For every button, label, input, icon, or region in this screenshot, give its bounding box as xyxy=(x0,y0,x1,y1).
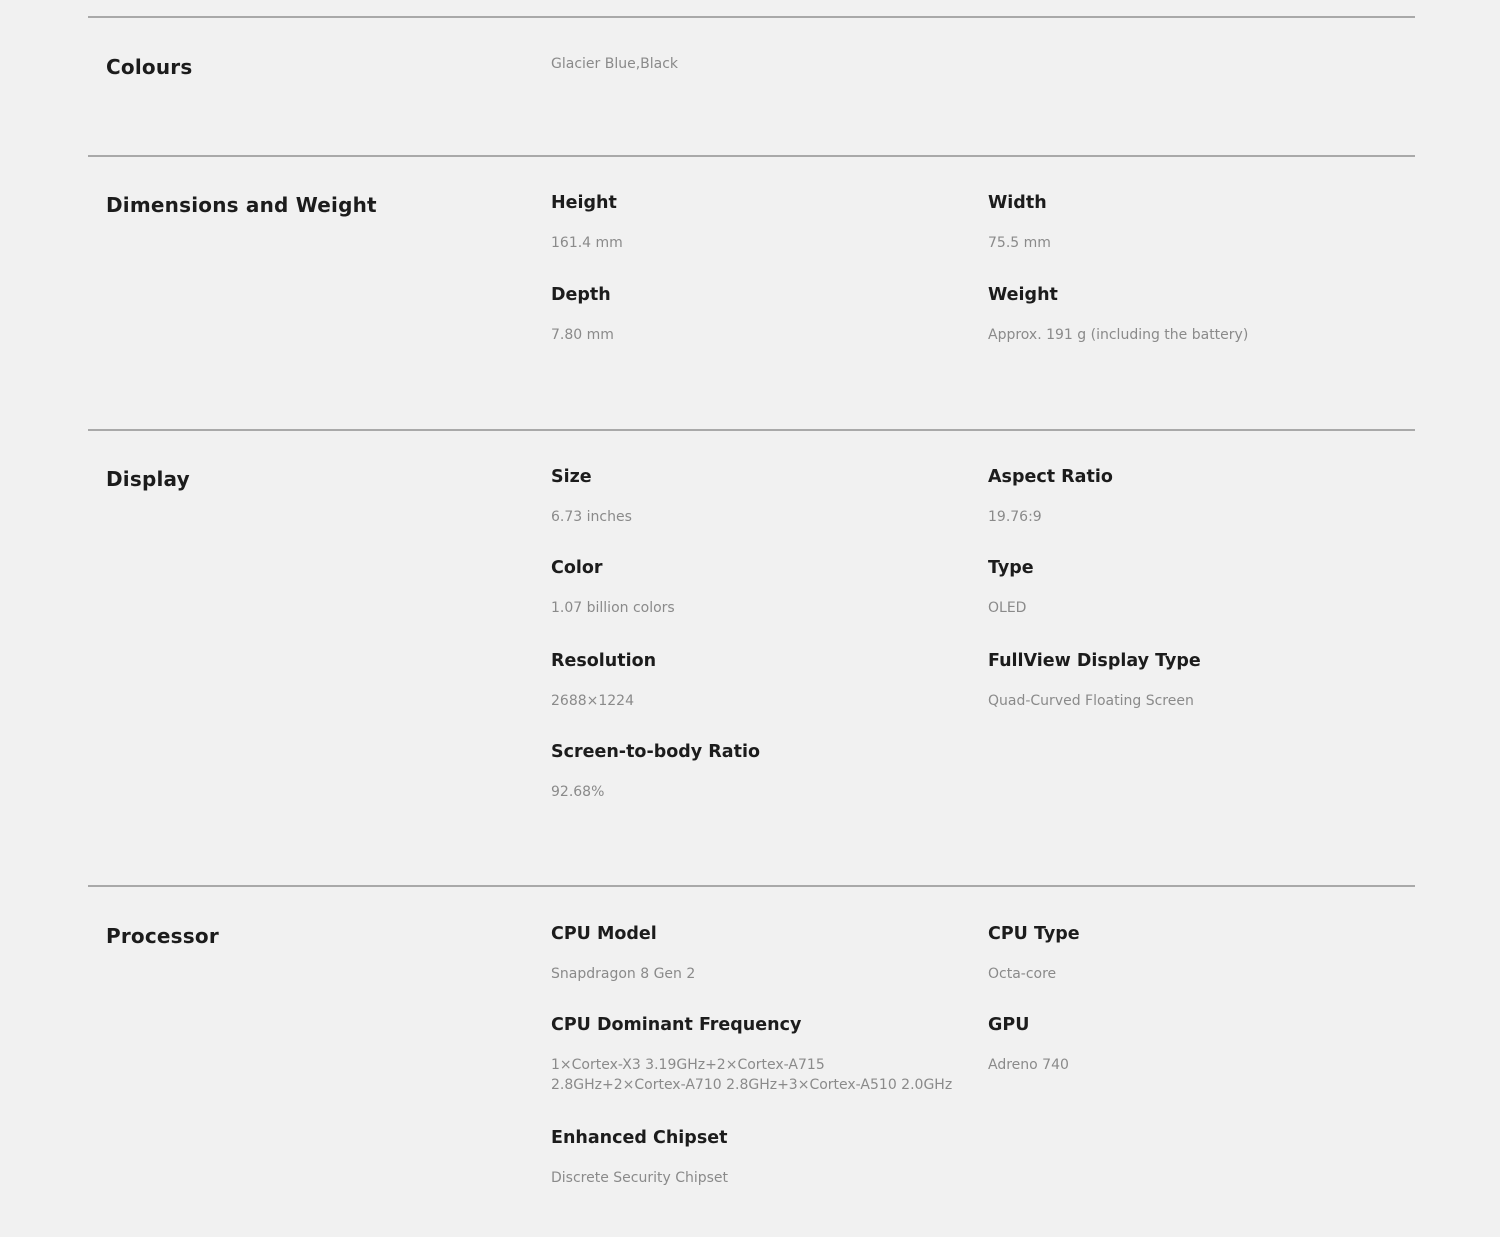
section-title: Display xyxy=(106,467,190,491)
spec-label: Weight xyxy=(988,285,1058,305)
spec-value: 92.68% xyxy=(551,784,605,800)
spec-value: 6.73 inches xyxy=(551,509,632,525)
spec-label: Resolution xyxy=(551,651,657,671)
spec-value: Quad-Curved Floating Screen xyxy=(988,693,1194,709)
spec-item-depth xyxy=(551,284,951,345)
spec-value: Snapdragon 8 Gen 2 xyxy=(551,966,696,982)
spec-item-height xyxy=(551,192,951,253)
section-colours xyxy=(88,16,1415,155)
spec-value: 1×Cortex-X3 3.19GHz+2×Cortex-A715 2.8GHz+2×Cortex-A710 2.8GHz+3×Cortex-A510 2.0GHz xyxy=(551,1057,953,1093)
section-title: Processor xyxy=(106,924,219,948)
spec-label: GPU xyxy=(988,1015,1030,1035)
spec-value: 1.07 billion colors xyxy=(551,600,675,616)
spec-value: Discrete Security Chipset xyxy=(551,1170,729,1186)
spec-value: 161.4 mm xyxy=(551,235,623,251)
spec-value: Octa-core xyxy=(988,966,1057,982)
spec-item-color xyxy=(551,557,951,618)
spec-label: Color xyxy=(551,558,603,578)
spec-value: 75.5 mm xyxy=(988,235,1051,251)
spec-list xyxy=(88,0,1415,1237)
section-dimensions-weight xyxy=(88,155,1415,429)
spec-item-cpu-type xyxy=(988,923,1388,984)
spec-item-screen-to-body-ratio xyxy=(551,741,951,802)
spec-label: Screen-to-body Ratio xyxy=(551,742,760,762)
section-display xyxy=(88,429,1415,885)
section-processor xyxy=(88,885,1415,1237)
spec-item-aspect-ratio xyxy=(988,466,1388,527)
spec-label: Size xyxy=(551,467,592,487)
spec-label: Enhanced Chipset xyxy=(551,1128,728,1148)
spec-value: OLED xyxy=(988,600,1027,616)
section-title: Colours xyxy=(106,55,193,79)
spec-label: FullView Display Type xyxy=(988,651,1201,671)
spec-value: 2688×1224 xyxy=(551,693,634,709)
spec-item-type xyxy=(988,557,1388,618)
spec-item-width xyxy=(988,192,1388,253)
spec-item-cpu-model xyxy=(551,923,951,984)
spec-value: 7.80 mm xyxy=(551,327,614,343)
spec-label: Width xyxy=(988,193,1047,213)
spec-label: CPU Type xyxy=(988,924,1080,944)
spec-item-resolution xyxy=(551,650,951,711)
spec-value: 19.76:9 xyxy=(988,509,1042,525)
spec-label: Aspect Ratio xyxy=(988,467,1113,487)
spec-label: Depth xyxy=(551,285,611,305)
spec-label: CPU Dominant Frequency xyxy=(551,1015,802,1035)
spec-item-size xyxy=(551,466,951,527)
spec-value: Approx. 191 g (including the battery) xyxy=(988,327,1249,343)
spec-item-fullview-display-type xyxy=(988,650,1388,711)
spec-item-gpu xyxy=(988,1014,1388,1075)
spec-value: Adreno 740 xyxy=(988,1057,1069,1073)
spec-label: CPU Model xyxy=(551,924,657,944)
colours-value: Glacier Blue,Black xyxy=(551,56,679,72)
spec-item-enhanced-chipset xyxy=(551,1127,951,1188)
spec-label: Type xyxy=(988,558,1034,578)
spec-item-cpu-dominant-frequency xyxy=(551,1014,951,1095)
section-title: Dimensions and Weight xyxy=(106,193,377,217)
spec-item-weight xyxy=(988,284,1388,345)
spec-label: Height xyxy=(551,193,617,213)
